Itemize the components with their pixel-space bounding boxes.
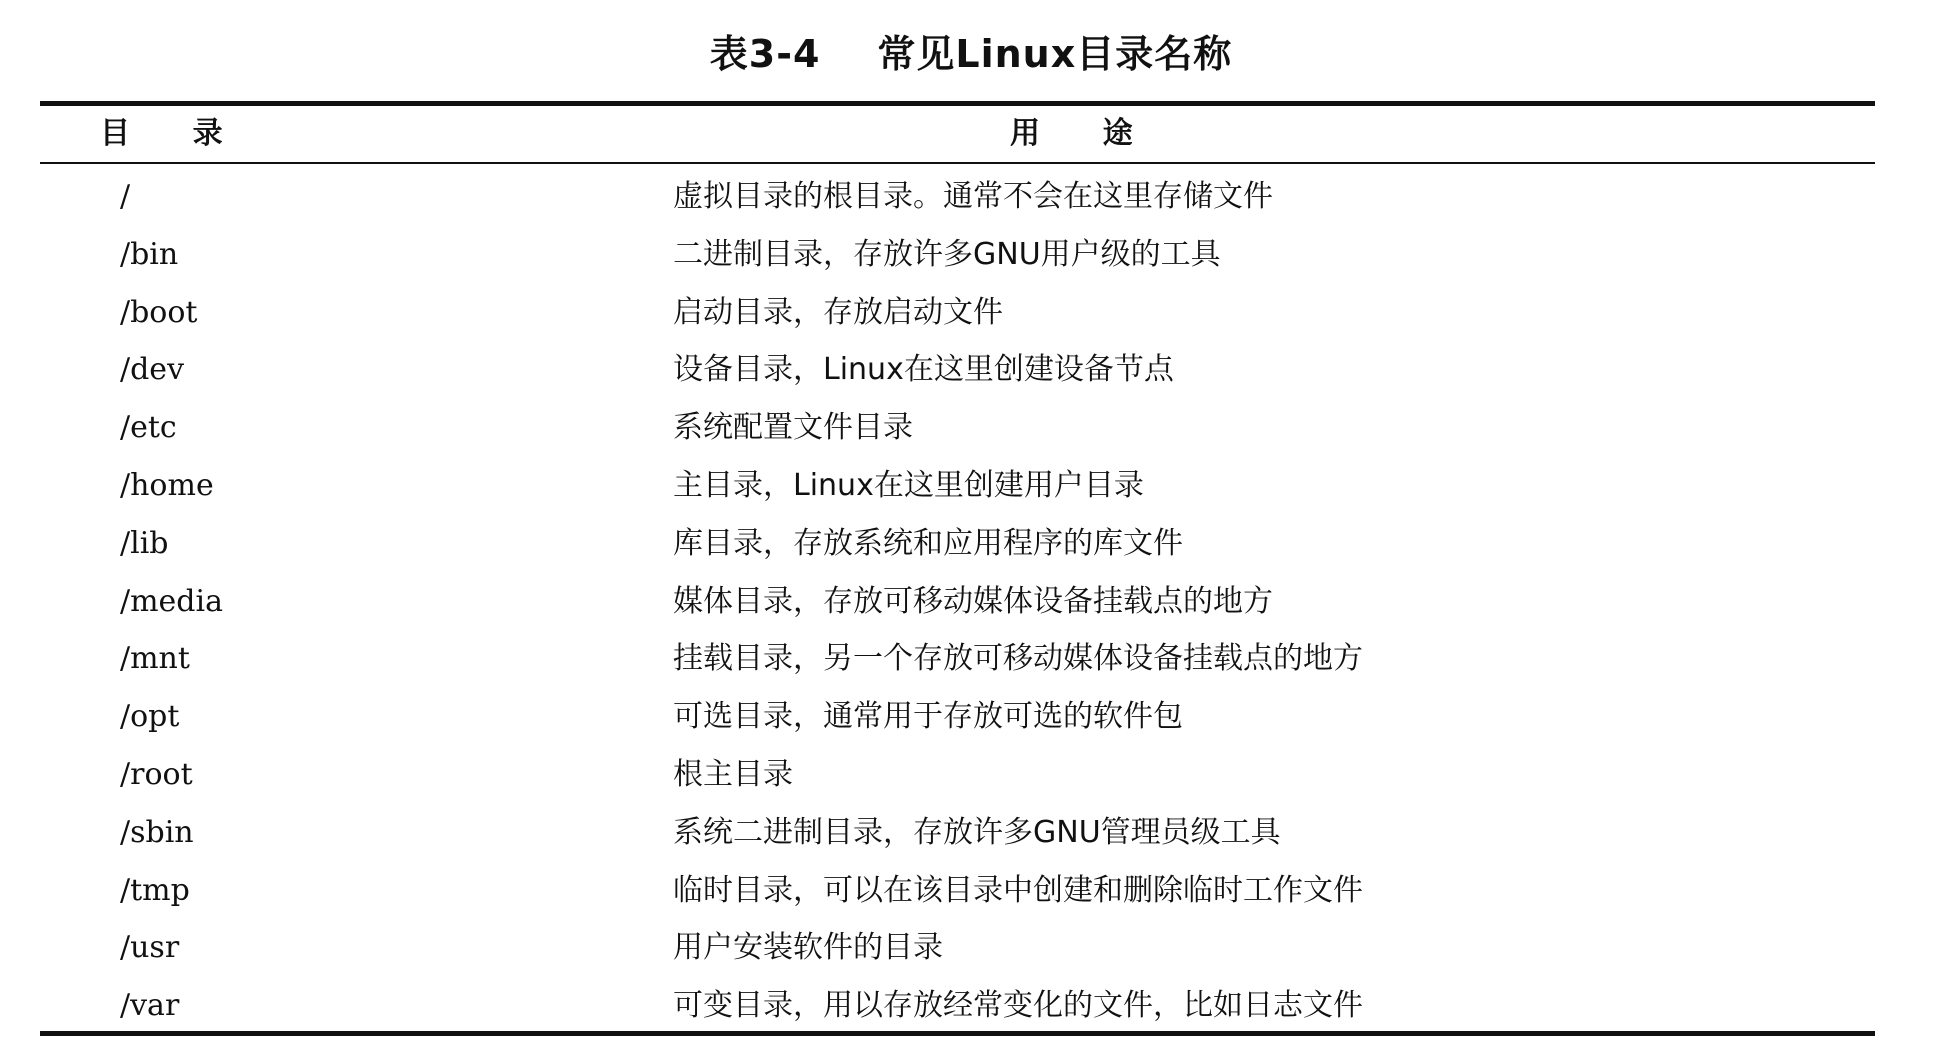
purpose-cell: 临时目录，可以在该目录中创建和删除临时工作文件 xyxy=(673,872,1363,908)
directory-cell: /usr xyxy=(120,930,180,966)
purpose-cell: 媒体目录，存放可移动媒体设备挂载点的地方 xyxy=(673,583,1273,619)
purpose-cell: 用户安装软件的目录 xyxy=(673,930,943,966)
table-row xyxy=(0,457,1942,515)
directory-cell: /tmp xyxy=(120,872,190,908)
directory-cell: /var xyxy=(120,988,180,1024)
table-row xyxy=(0,515,1942,573)
purpose-cell: 设备目录，Linux在这里创建设备节点 xyxy=(673,352,1174,388)
purpose-cell: 挂载目录，另一个存放可移动媒体设备挂载点的地方 xyxy=(673,641,1363,677)
table-bottom-rule xyxy=(40,1031,1875,1036)
directory-cell: /dev xyxy=(120,352,185,388)
purpose-cell: 根主目录 xyxy=(673,756,793,792)
table-row xyxy=(0,226,1942,284)
table-row xyxy=(0,688,1942,746)
table-caption: 表3-4 常见Linux目录名称 xyxy=(709,32,1233,76)
purpose-cell: 系统配置文件目录 xyxy=(673,410,913,446)
purpose-cell: 可选目录，通常用于存放可选的软件包 xyxy=(673,699,1183,735)
directory-cell: /home xyxy=(120,467,214,503)
header-purpose: 用 途 xyxy=(1010,116,1133,151)
directory-cell: /lib xyxy=(120,525,169,561)
table-row xyxy=(0,573,1942,631)
table-row xyxy=(0,630,1942,688)
directory-cell: /boot xyxy=(120,294,198,330)
table-row xyxy=(0,862,1942,920)
purpose-cell: 库目录，存放系统和应用程序的库文件 xyxy=(673,525,1183,561)
directory-cell: / xyxy=(120,179,131,214)
table-header-rule xyxy=(40,162,1875,164)
table-row xyxy=(0,804,1942,862)
purpose-cell: 主目录，Linux在这里创建用户目录 xyxy=(673,467,1144,503)
table-top-rule xyxy=(40,101,1875,106)
table-row xyxy=(0,919,1942,977)
directory-cell: /root xyxy=(120,756,193,792)
table-row xyxy=(0,168,1942,226)
purpose-cell: 系统二进制目录，存放许多GNU管理员级工具 xyxy=(673,814,1281,850)
table-body xyxy=(0,168,1942,1035)
table-row xyxy=(0,399,1942,457)
purpose-cell: 启动目录，存放启动文件 xyxy=(673,294,1003,330)
purpose-cell: 二进制目录，存放许多GNU用户级的工具 xyxy=(673,236,1221,272)
table-row xyxy=(0,284,1942,342)
directory-cell: /media xyxy=(120,583,223,619)
directory-cell: /sbin xyxy=(120,814,194,850)
directory-cell: /mnt xyxy=(120,641,190,677)
header-directory: 目 录 xyxy=(100,116,223,151)
directory-cell: /bin xyxy=(120,236,179,272)
directory-cell: /opt xyxy=(120,699,180,735)
table-row xyxy=(0,746,1942,804)
purpose-cell: 可变目录，用以存放经常变化的文件，比如日志文件 xyxy=(673,988,1363,1024)
directory-cell: /etc xyxy=(120,410,177,446)
table-row xyxy=(0,977,1942,1035)
purpose-cell: 虚拟目录的根目录。通常不会在这里存储文件 xyxy=(673,179,1273,214)
table-row xyxy=(0,341,1942,399)
